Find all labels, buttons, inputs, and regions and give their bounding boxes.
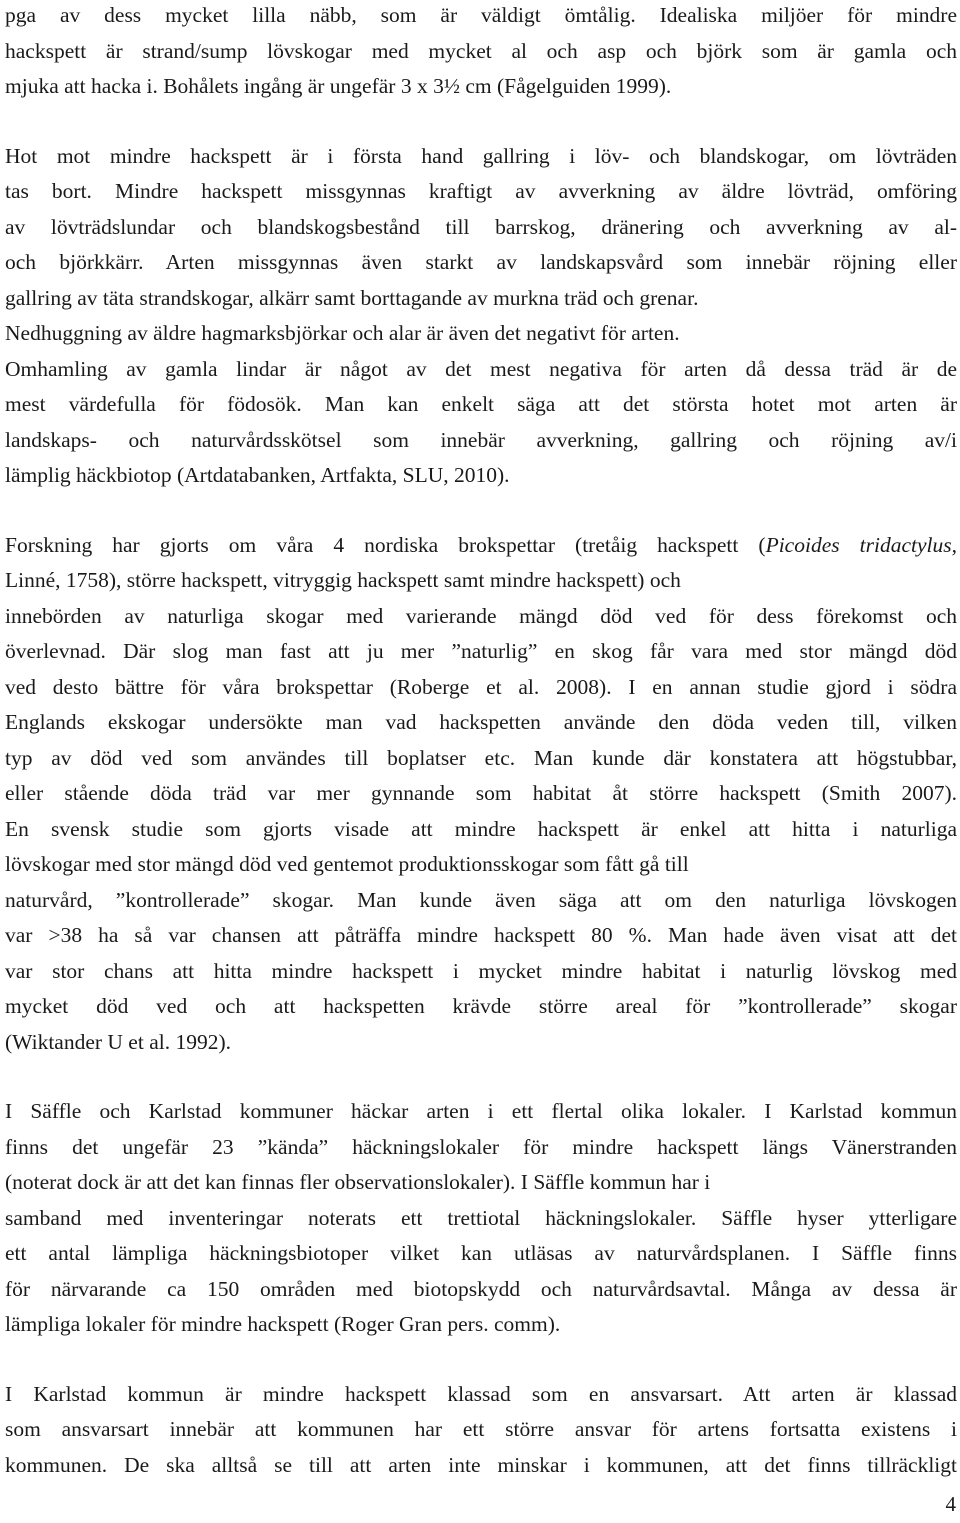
text-line: mjuka att hacka i. Bohålets ingång är ungefär 3 x 3½ cm (Fågelguiden 1999).: [5, 74, 672, 98]
text-line: (Wiktander U et al. 1992).: [5, 1029, 232, 1054]
text-line: gallring av täta strandskogar, alkärr samt borttagande av murkna träd och grenar.: [5, 285, 699, 310]
text-line: innebörden av naturliga skogar med varierande mängd död ved för dess förekomst och: [5, 603, 957, 628]
text-line: och björkkärr. Arten missgynnas även starkt av landskapsvård som innebär röjning eller: [5, 250, 957, 274]
text-line: ved desto bättre för våra brokspettar (Roberge et al. 2008). I en annan studie gjord i södra: [5, 674, 957, 699]
text-line: för närvarande ca 150 områden med biotopskydd och naturvårdsavtal. Många av dessa är: [5, 1276, 957, 1301]
paragraph-2: [5, 139, 957, 494]
text-line: I Säffle och Karlstad kommuner häckar arten i ett flertal olika lokaler. I Karlstad kommun: [5, 1099, 957, 1123]
text-line: Englands ekskogar undersökte man vad hackspetten använde den döda veden till, vilken: [5, 710, 957, 734]
text-line: En svensk studie som gjorts visade att mindre hackspett är enkel att hitta i naturliga: [5, 816, 957, 841]
text-line: mycket död ved och att hackspetten krävde större areal för ”kontrollerade” skogar: [5, 994, 957, 1018]
text-line: eller stående döda träd var mer gynnande som habitat åt större hackspett (Smith 2007).: [5, 781, 957, 805]
text-line: Omhamling av gamla lindar är något av det mest negativa för arten då dessa träd är de: [5, 356, 957, 381]
text-line: lövskogar med stor mängd död ved gentemot produktionsskogar som fått gå till: [5, 852, 689, 876]
document-page: [5, 0, 957, 1483]
text-line: överlevnad. Där slog man fast att ju mer ”naturlig” en skog får vara med stor mängd död: [5, 639, 957, 663]
text-line: pga av dess mycket lilla näbb, som är väldigt ömtålig. Idealiska miljöer för mindre: [5, 3, 957, 27]
paragraph-3: [5, 528, 957, 1061]
text-line: hackspett är strand/sump lövskogar med mycket al och asp och björk som är gamla och: [5, 38, 957, 63]
paragraph-5: [5, 1377, 957, 1484]
text-segment: ,: [951, 532, 958, 557]
text-line: [5, 528, 957, 564]
paragraph-1: [5, 0, 957, 105]
text-line: ett antal lämpliga häckningsbiotoper vilket kan utläsas av naturvårdsplanen. I Säffle finns: [5, 1241, 957, 1265]
text-line: I Karlstad kommun är mindre hackspett klassad som en ansvarsart. Att arten är klassad: [5, 1381, 957, 1406]
text-line: lämplig häckbiotop (Artdatabanken, Artfakta, SLU, 2010).: [5, 463, 510, 487]
text-line: som ansvarsart innebär att kommunen har ett större ansvar för artens fortsatta existens i: [5, 1417, 957, 1441]
species-name: Picoides tridactylus: [765, 532, 952, 557]
text-line: naturvård, ”kontrollerade” skogar. Man kunde även säga att om den naturliga lövskogen: [5, 887, 957, 912]
text-line: var >38 ha så var chansen att påträffa mindre hackspett 80 %. Man hade även visat att det: [5, 923, 957, 947]
text-line: Hot mot mindre hackspett är i första hand gallring i löv- och blandskogar, om lövträden: [5, 143, 957, 168]
text-line: (noterat dock är att det kan finnas fler observationslokaler). I Säffle kommun har i: [5, 1170, 711, 1194]
text-line: Nedhuggning av äldre hagmarksbjörkar och alar är även det negativt för arten.: [5, 321, 680, 345]
text-line: samband med inventeringar noterats ett trettiotal häckningslokaler. Säffle hyser ytterligare: [5, 1205, 957, 1230]
text-line: Linné, 1758), större hackspett, vitryggig hackspett samt mindre hackspett) och: [5, 568, 681, 592]
text-line: mest värdefulla för födosök. Man kan enkelt säga att det största hotet mot arten är: [5, 392, 957, 416]
text-line: tas bort. Mindre hackspett missgynnas kraftigt av avverkning av äldre lövträd, omföring: [5, 179, 957, 203]
text-line: lämpliga lokaler för mindre hackspett (Roger Gran pers. comm).: [5, 1312, 561, 1336]
page-number: 4: [945, 1492, 956, 1516]
text-line: typ av död ved som användes till boplatser etc. Man kunde där konstatera att högstubbar,: [5, 745, 957, 770]
paragraph-4: [5, 1094, 957, 1343]
text-line: finns det ungefär 23 ”kända” häckningslokaler för mindre hackspett längs Vänerstranden: [5, 1134, 957, 1159]
text-line: kommunen. De ska alltså se till att arten inte minskar i kommunen, att det finns tillräckligt: [5, 1452, 957, 1477]
text-line: var stor chans att hitta mindre hackspett i mycket mindre habitat i naturlig lövskog med: [5, 958, 957, 983]
text-line: av lövträdslundar och blandskogsbestånd till barrskog, dränering och avverkning av al-: [5, 214, 957, 239]
text-line: landskaps- och naturvårdsskötsel som innebär avverkning, gallring och röjning av/i: [5, 427, 957, 452]
text-segment: Forskning har gjorts om våra 4 nordiska brokspettar (tretåig hackspett (: [5, 532, 766, 557]
